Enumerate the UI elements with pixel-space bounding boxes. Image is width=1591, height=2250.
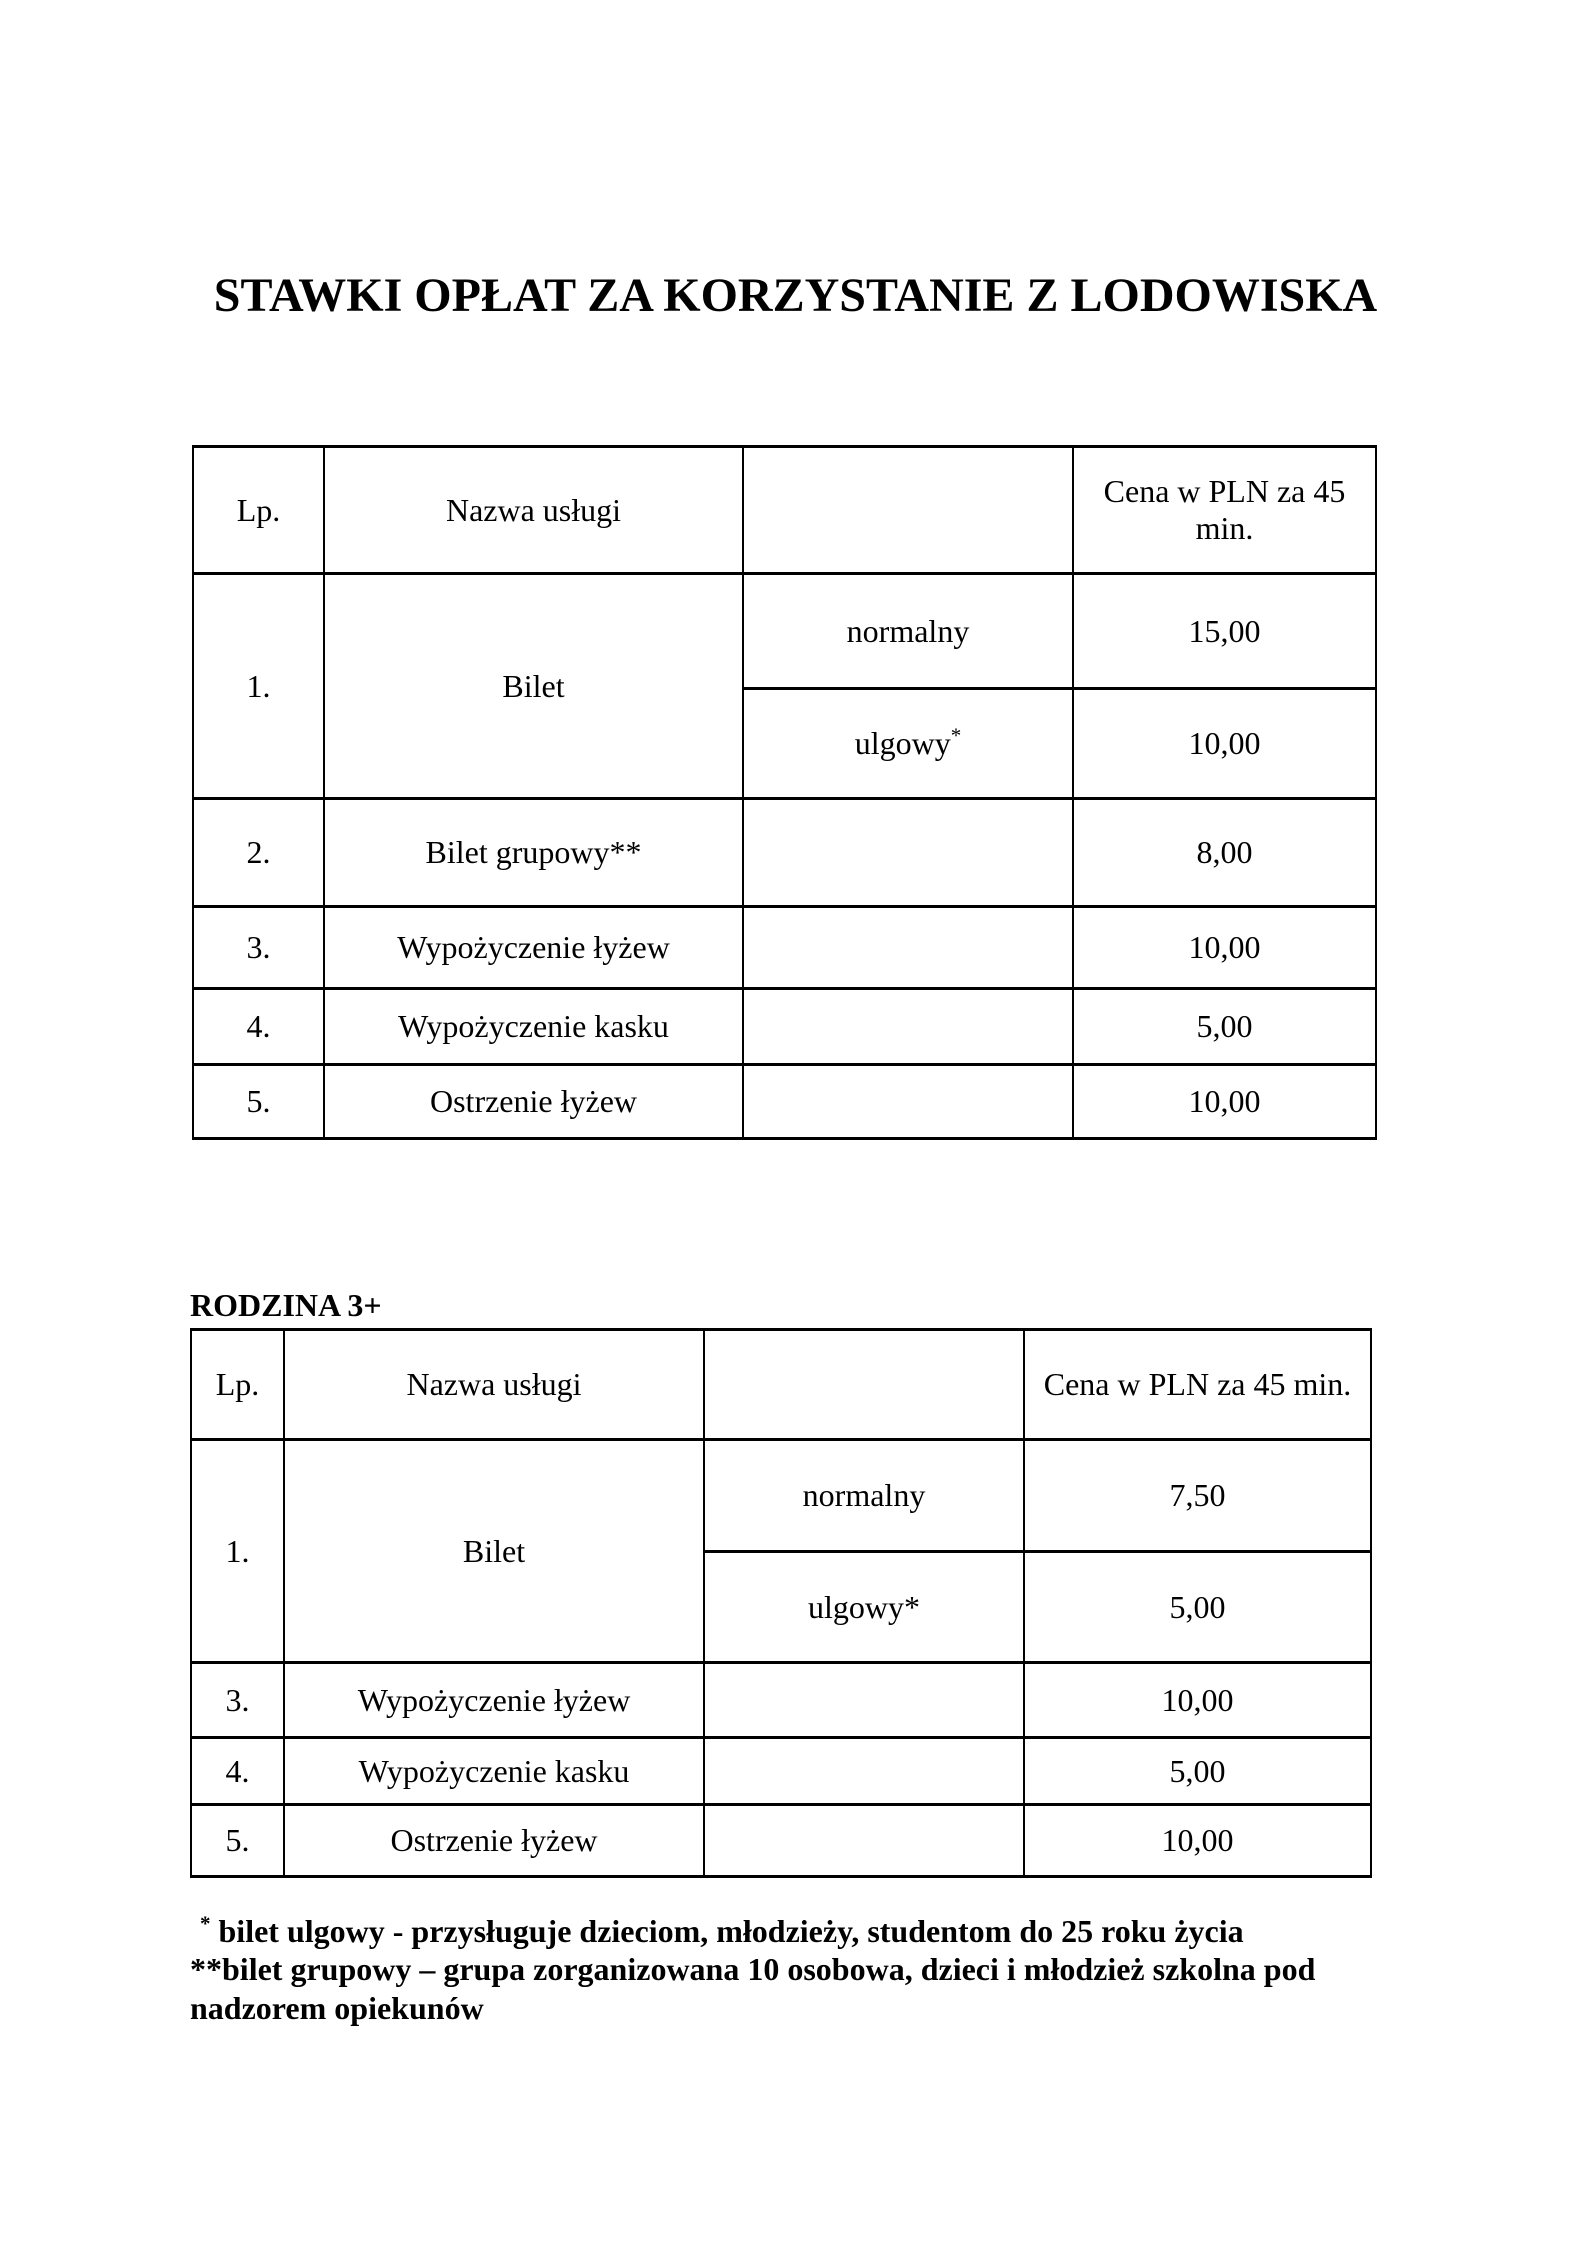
t1-row3-price: 10,00 [1073, 907, 1376, 989]
t2-row3-number: 3. [191, 1663, 284, 1738]
table-row [193, 799, 1376, 907]
t1-row1-price-reduced: 10,00 [1073, 689, 1376, 799]
t1-row5-variant-empty [743, 1065, 1073, 1139]
table-row [191, 1440, 1371, 1552]
t2-row4-variant-empty [704, 1738, 1024, 1805]
t2-row1-number: 1. [191, 1440, 284, 1663]
table-row [191, 1663, 1371, 1738]
t2-header-price: Cena w PLN za 45 min. [1024, 1330, 1371, 1440]
footnote-group-ticket: **bilet grupowy – grupa zorganizowana 10 osobowa, dzieci i młodzież szkolna pod nadzorem opiekunów [190, 1951, 1316, 2026]
t2-header-lp: Lp. [191, 1330, 284, 1440]
page-title: STAWKI OPŁAT ZA KORZYSTANIE Z LODOWISKA [213, 269, 1378, 322]
table-row [191, 1805, 1371, 1877]
table-row [193, 574, 1376, 689]
section-heading-rodzina: RODZINA 3+ [190, 1287, 382, 1323]
t2-row5-variant-empty [704, 1805, 1024, 1877]
table-row [193, 1065, 1376, 1139]
t2-row4-number: 4. [191, 1738, 284, 1805]
t1-row2-price: 8,00 [1073, 799, 1376, 907]
asterisk-superscript: * [950, 723, 962, 748]
t1-row4-variant-empty [743, 989, 1073, 1065]
footnotes-block [190, 1912, 1405, 2027]
table-row [191, 1738, 1371, 1805]
t2-header-variant-empty [704, 1330, 1024, 1440]
table-row [193, 907, 1376, 989]
t2-row1-price-reduced: 5,00 [1024, 1552, 1371, 1663]
t2-row5-service-name: Ostrzenie łyżew [284, 1805, 704, 1877]
footnote-reduced-ticket [190, 1912, 1405, 1950]
t1-row5-number: 5. [193, 1065, 324, 1139]
t2-row3-price: 10,00 [1024, 1663, 1371, 1738]
t2-row4-service-name: Wypożyczenie kasku [284, 1738, 704, 1805]
t1-row4-price: 5,00 [1073, 989, 1376, 1065]
table-row [193, 447, 1376, 574]
t2-row5-price: 10,00 [1024, 1805, 1371, 1877]
t1-header-service-name: Nazwa usługi [324, 447, 743, 574]
t1-row5-service-name: Ostrzenie łyżew [324, 1065, 743, 1139]
t1-row1-number: 1. [193, 574, 324, 799]
t2-row5-number: 5. [191, 1805, 284, 1877]
asterisk-superscript: * [200, 1911, 211, 1936]
price-table-rodzina [190, 1328, 1372, 1878]
t1-row3-variant-empty [743, 907, 1073, 989]
t1-row2-number: 2. [193, 799, 324, 907]
t1-row3-service-name: Wypożyczenie łyżew [324, 907, 743, 989]
t1-row4-number: 4. [193, 989, 324, 1065]
t2-row3-variant-empty [704, 1663, 1024, 1738]
t1-row1-price-normal: 15,00 [1073, 574, 1376, 689]
footnote-reduced-ticket-text: bilet ulgowy - przysługuje dzieciom, młodzieży, studentom do 25 roku życia [210, 1913, 1244, 1949]
t1-row2-variant-empty [743, 799, 1073, 907]
t1-header-lp: Lp. [193, 447, 324, 574]
t2-row1-variant-normal: normalny [704, 1440, 1024, 1552]
t1-row3-number: 3. [193, 907, 324, 989]
t1-row1-service-name: Bilet [324, 574, 743, 799]
t1-row2-service-name: Bilet grupowy** [324, 799, 743, 907]
price-table-general [192, 445, 1377, 1140]
table-row [193, 989, 1376, 1065]
t1-row1-variant-normal: normalny [743, 574, 1073, 689]
t2-row1-price-normal: 7,50 [1024, 1440, 1371, 1552]
t1-header-variant-empty [743, 447, 1073, 574]
t2-row3-service-name: Wypożyczenie łyżew [284, 1663, 704, 1738]
t1-row1-variant-reduced [743, 689, 1073, 799]
t2-row1-service-name: Bilet [284, 1440, 704, 1663]
t1-row4-service-name: Wypożyczenie kasku [324, 989, 743, 1065]
table-row [191, 1330, 1371, 1440]
t2-row4-price: 5,00 [1024, 1738, 1371, 1805]
variant-reduced-label: ulgowy [854, 725, 951, 762]
t1-header-price: Cena w PLN za 45 min. [1073, 447, 1376, 574]
t2-row1-variant-reduced: ulgowy* [704, 1552, 1024, 1663]
t1-row5-price: 10,00 [1073, 1065, 1376, 1139]
t2-header-service-name: Nazwa usługi [284, 1330, 704, 1440]
